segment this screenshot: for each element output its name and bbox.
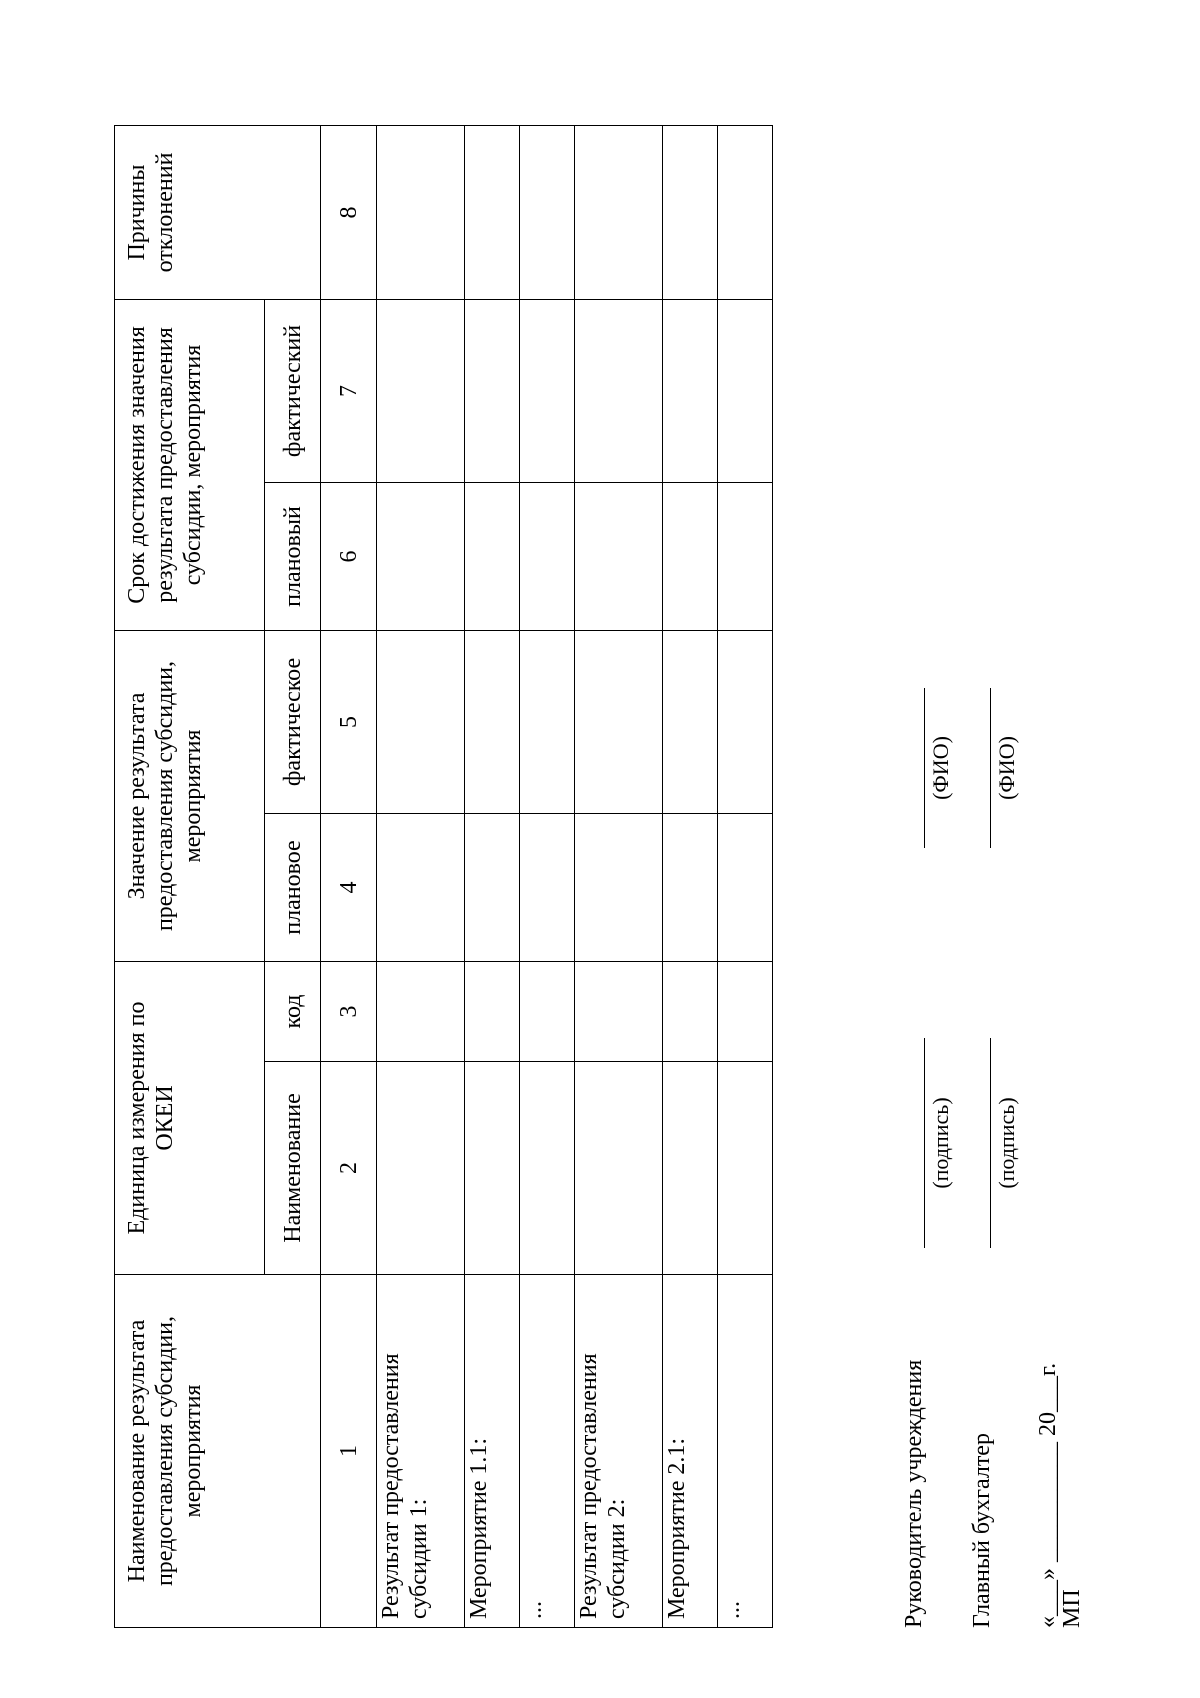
header-term: Срок достижения значения результата предоставления субсидии, мероприятия [115, 300, 265, 631]
accountant-name-caption: (ФИО) [994, 736, 1019, 800]
column-number: 2 [321, 1062, 377, 1275]
head-signature-line [924, 1038, 925, 1248]
accountant-signature-caption: (подпись) [994, 1097, 1019, 1189]
header-term-fact: фактический [265, 300, 321, 483]
row-label: Результат предоставления субсидии 2: [575, 1275, 663, 1628]
head-name-caption: (ФИО) [928, 736, 953, 800]
stamp-label: МП [1059, 1589, 1085, 1628]
header-value-fact: фактическое [265, 631, 321, 814]
accountant-signature-line [990, 1038, 991, 1248]
header-unit: Единица измерения по ОКЕИ [115, 962, 265, 1275]
head-signature-caption: (подпись) [928, 1097, 953, 1189]
column-number: 3 [321, 962, 377, 1062]
accountant-name-line [990, 688, 991, 848]
row-label: Мероприятие 2.1: [663, 1275, 718, 1628]
column-number: 8 [321, 126, 377, 300]
column-number: 6 [321, 483, 377, 631]
head-label: Руководитель учреждения [901, 1359, 927, 1628]
header-result-name: Наименование результата предоставления субсидии, мероприятия [115, 1275, 321, 1628]
row-label: ... [520, 1275, 575, 1628]
row-label: Мероприятие 1.1: [465, 1275, 520, 1628]
header-reasons: Причины отклонений [115, 126, 321, 300]
header-unit-code: код [265, 962, 321, 1062]
header-value: Значение результата предоставления субсидии, мероприятия [115, 631, 265, 962]
header-value-plan: плановое [265, 814, 321, 962]
column-number: 7 [321, 300, 377, 483]
header-unit-name: Наименование [265, 1062, 321, 1275]
accountant-label: Главный бухгалтер [969, 1433, 995, 1628]
header-term-plan: плановый [265, 483, 321, 631]
row-label: ... [718, 1275, 773, 1628]
row-label: Результат предоставления субсидии 1: [377, 1275, 465, 1628]
column-number: 5 [321, 631, 377, 814]
column-number: 4 [321, 814, 377, 962]
date-line: «___» __________ 20___г. [1035, 1362, 1061, 1628]
column-number: 1 [321, 1275, 377, 1628]
signature-block [0, 28, 1200, 1628]
head-name-line [924, 688, 925, 848]
